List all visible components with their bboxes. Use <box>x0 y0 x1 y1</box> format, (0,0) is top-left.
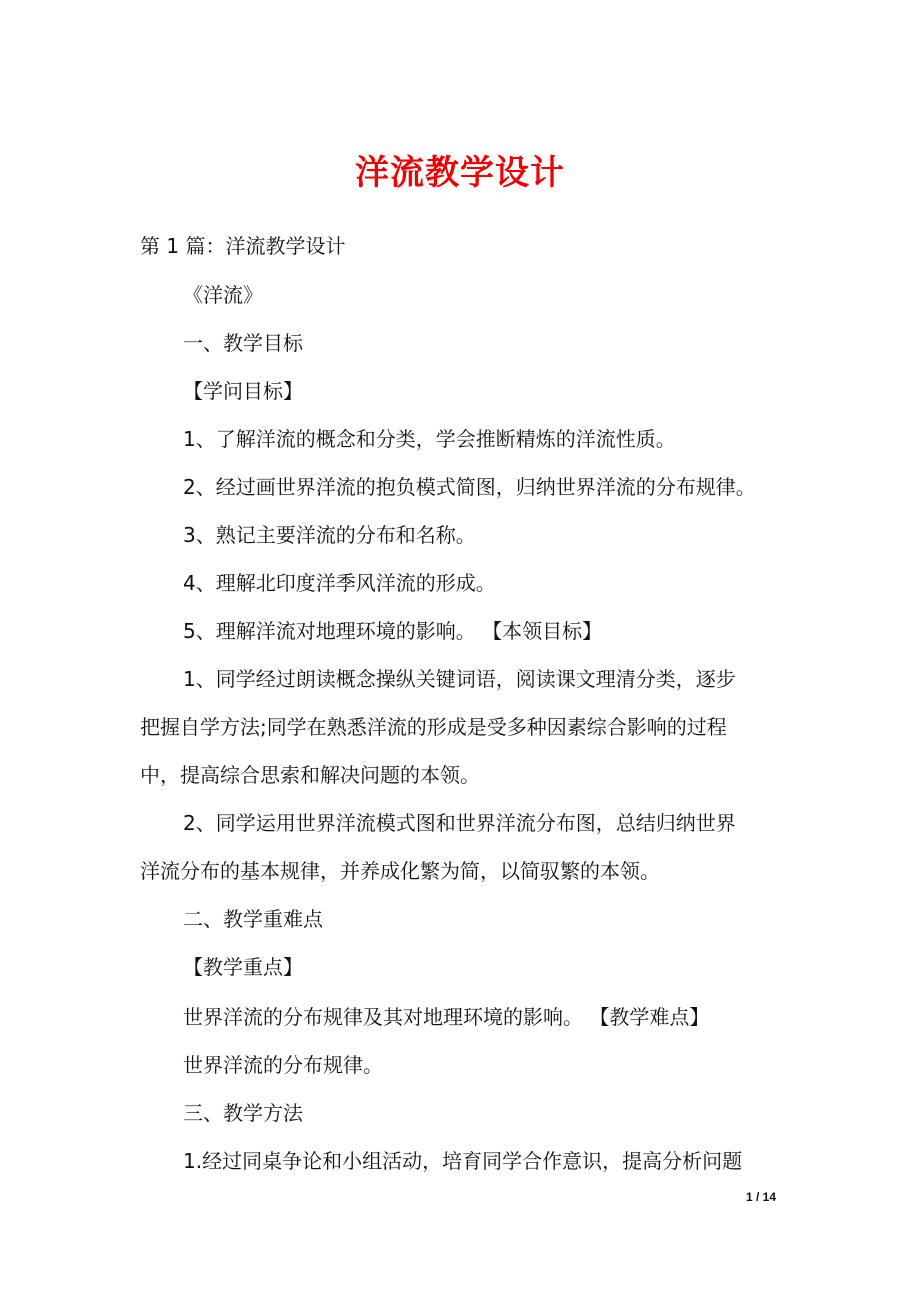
text-line: 【教学重点】 <box>183 955 303 979</box>
text-line: 一、教学目标 <box>183 331 303 355</box>
text-line: 三、教学方法 <box>183 1101 303 1125</box>
text-line: 2、经过画世界洋流的抱负模式简图，归纳世界洋流的分布规律。 <box>183 475 756 499</box>
text-line: 【学问目标】 <box>183 379 303 403</box>
text-line: 3、熟记主要洋流的分布和名称。 <box>183 523 476 547</box>
text-line: 《洋流》 <box>183 283 263 307</box>
text-line: 把握自学方法;同学在熟悉洋流的形成是受多种因素综合影响的过程 <box>140 715 727 739</box>
page-number: 1 / 14 <box>746 1190 777 1204</box>
text-line: 二、教学重难点 <box>183 907 323 931</box>
text-line: 世界洋流的分布规律。 <box>183 1053 383 1077</box>
text-line: 4、理解北印度洋季风洋流的形成。 <box>183 571 496 595</box>
text-line: 1、同学经过朗读概念操纵关键词语，阅读课文理清分类，逐步 <box>183 667 736 691</box>
text-line: 洋流分布的基本规律，并养成化繁为简，以简驭繁的本领。 <box>140 859 660 883</box>
text-line: 世界洋流的分布规律及其对地理环境的影响。 【教学难点】 <box>183 1005 710 1029</box>
text-line: 1、了解洋流的概念和分类，学会推断精炼的洋流性质。 <box>183 427 676 451</box>
text-line: 1.经过同桌争论和小组活动，培育同学合作意识，提高分析问题 <box>183 1149 743 1173</box>
text-line: 第 1 篇：洋流教学设计 <box>140 234 346 258</box>
document-title: 洋流教学设计 <box>355 153 565 193</box>
text-line: 2、同学运用世界洋流模式图和世界洋流分布图，总结归纳世界 <box>183 811 736 835</box>
text-line: 中，提高综合思索和解决问题的本领。 <box>140 763 480 787</box>
text-line: 5、理解洋流对地理环境的影响。 【本领目标】 <box>183 619 603 643</box>
